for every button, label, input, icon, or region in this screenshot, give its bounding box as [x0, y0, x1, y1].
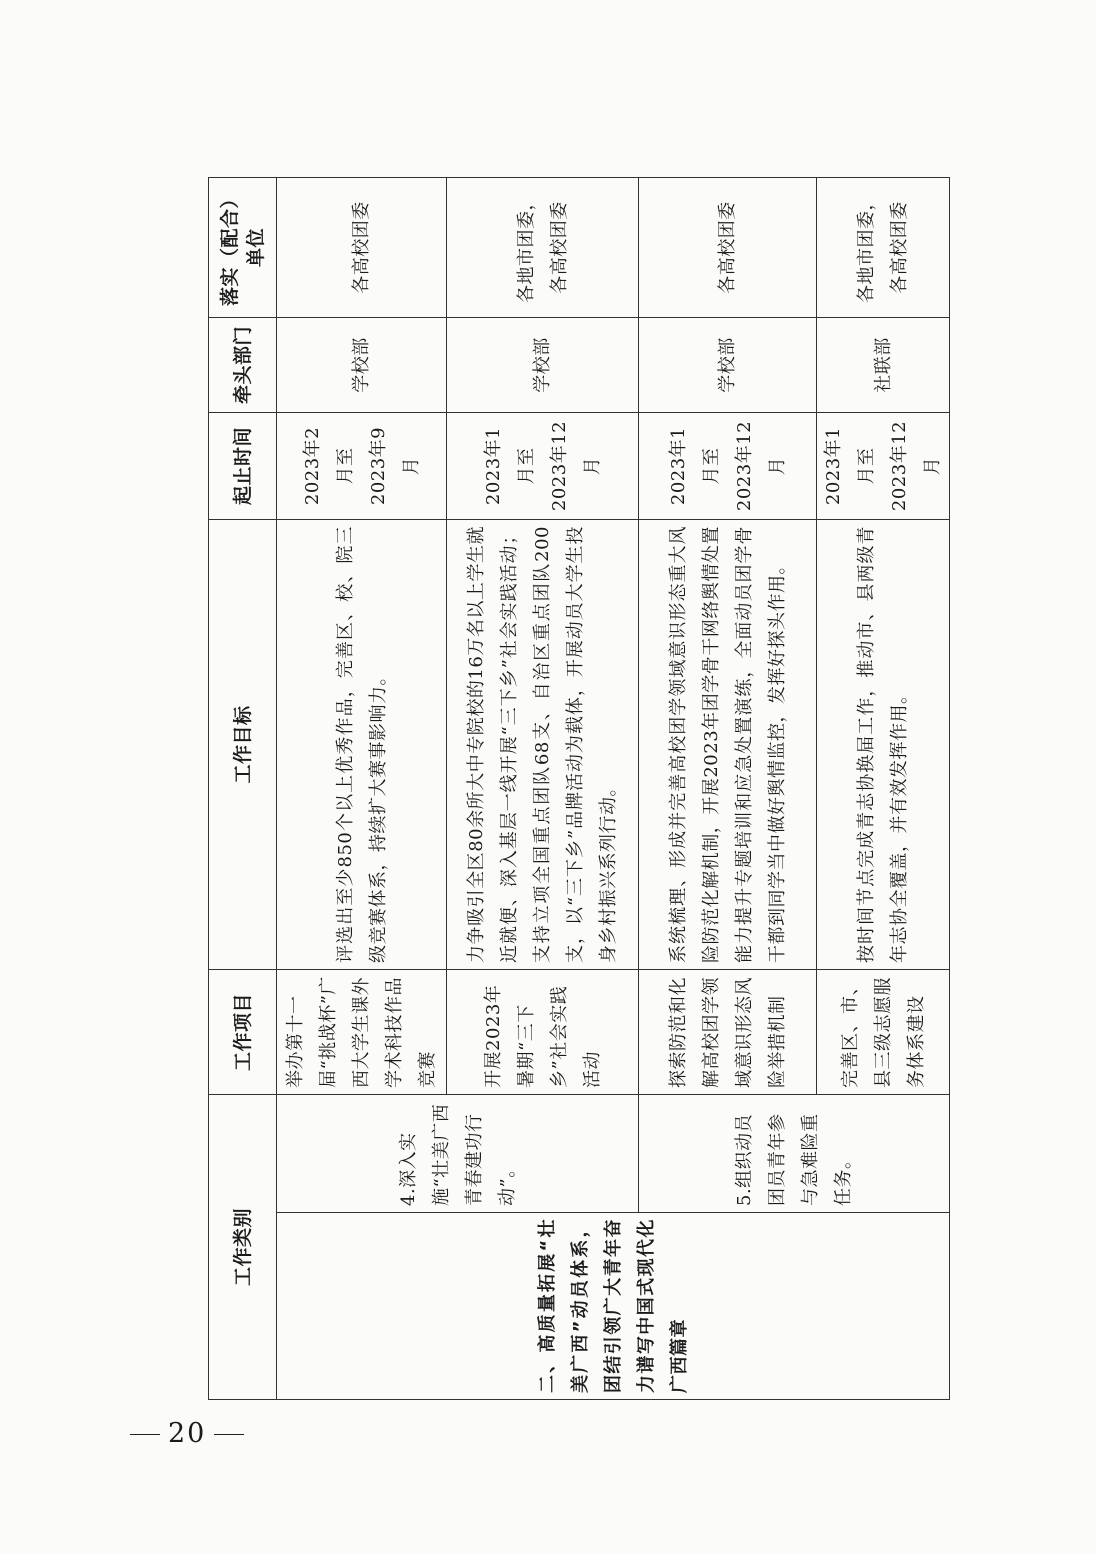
work-plan-table	[208, 177, 950, 1400]
period-end: 2023年12月	[889, 420, 943, 512]
period-cell	[817, 412, 950, 519]
goal-cell: 力争吸引全区80余所大中专院校的16万名以上学生就近就便、深入基层一线开展“三下乡”社会实践活动；支持立项全国重点团队68支、自治区重点团队200支，以“三下乡”品牌活动为载体，开展动员大学生投身乡村振兴系列行动。	[447, 519, 639, 969]
table-row	[277, 177, 447, 1399]
lead-dept-cell: 学校部	[639, 317, 817, 412]
header-goal: 工作目标	[209, 519, 277, 969]
period-cell	[277, 412, 447, 519]
subcategory-5-cell: 5.组织动员团员青年参与急难险重任务。	[639, 1094, 950, 1212]
period-start: 2023年2月至	[301, 426, 356, 506]
period-cell	[447, 412, 639, 519]
lead-dept-cell: 学校部	[277, 317, 447, 412]
header-category: 工作类别	[209, 1094, 277, 1399]
period-start: 2023年1月至	[667, 426, 722, 506]
coop-unit-cell: 各地市团委，各高校团委	[447, 177, 639, 317]
table-header-row	[209, 177, 277, 1399]
main-category-cell: 二、高质量拓展“壮美广西”动员体系，团结引领广大青年奋力谱写中国式现代化广西篇章	[277, 1213, 950, 1400]
coop-unit-cell: 各高校团委	[639, 177, 817, 317]
subcategory-4-cell: 4.深入实施“壮美广西青春建功行动”。	[277, 1094, 639, 1212]
coop-unit-cell: 各高校团委	[277, 177, 447, 317]
project-cell: 探索防范和化解高校团学领域意识形态风险举措机制	[639, 969, 817, 1094]
page-number-text: 20	[168, 1418, 207, 1449]
project-cell: 完善区、市、县三级志愿服务体系建设	[817, 969, 950, 1094]
header-coop-unit: 落实（配合）单位	[209, 177, 277, 317]
period-start: 2023年1月至	[482, 426, 537, 506]
goal-cell: 评选出至少850个以上优秀作品，完善区、校、院三级竞赛体系，持续扩大赛事影响力。	[277, 519, 447, 969]
goal-cell: 按时间节点完成青志协换届工作，推动市、县两级青年志协全覆盖，并有效发挥作用。	[817, 519, 950, 969]
period-cell	[639, 412, 817, 519]
period-start: 2023年1月至	[823, 426, 877, 506]
project-cell: 举办第十一届“挑战杯”广西大学生课外学术科技作品竞赛	[277, 969, 447, 1094]
lead-dept-cell: 社联部	[817, 317, 950, 412]
header-project: 工作项目	[209, 969, 277, 1094]
page-number-dash-left	[130, 1434, 160, 1435]
rotated-table-wrapper	[208, 178, 943, 1400]
coop-unit-cell: 各地市团委，各高校团委	[817, 177, 950, 317]
header-period: 起止时间	[209, 412, 277, 519]
page-number-dash-right	[214, 1434, 244, 1435]
project-cell: 开展2023年暑期“三下乡”社会实践活动	[447, 969, 639, 1094]
page-number	[122, 1418, 252, 1449]
header-lead-dept: 牵头部门	[209, 317, 277, 412]
period-end: 2023年12月	[548, 420, 603, 512]
goal-cell: 系统梳理、形成并完善高校团学领域意识形态重大风险防范化解机制，开展2023年团学骨干网络舆情处置能力提升专题培训和应急处置演练，全面动员团学骨干都到同学当中做好舆情监控，发挥好探头作用。	[639, 519, 817, 969]
period-end: 2023年9月	[367, 426, 422, 506]
period-end: 2023年12月	[733, 420, 788, 512]
lead-dept-cell: 学校部	[447, 317, 639, 412]
